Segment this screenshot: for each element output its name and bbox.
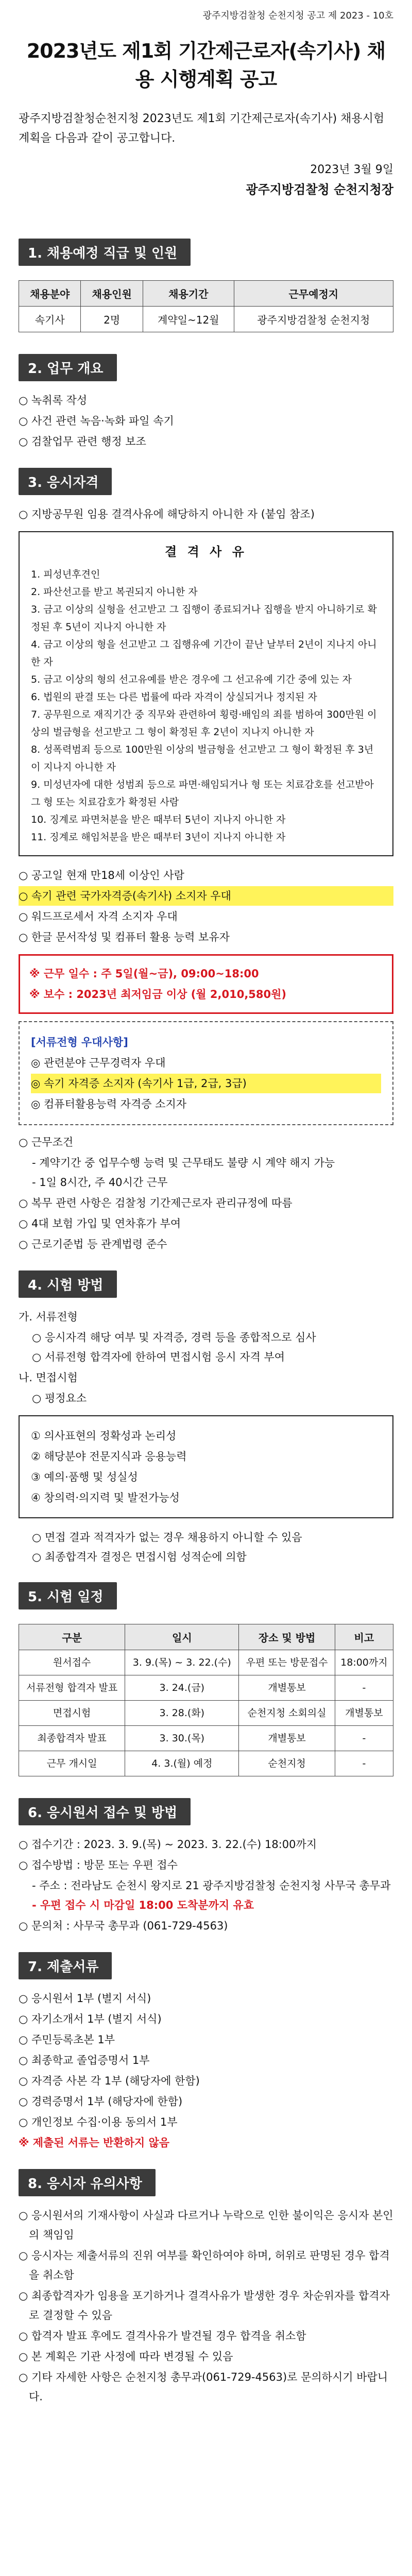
condition-box xyxy=(19,954,393,1014)
preference-line: ◎ 관련분야 근무경력자 우대 xyxy=(31,1057,166,1069)
duty-item: ○ 사건 관련 녹음·녹화 파일 속기 xyxy=(19,415,174,427)
section-heading: 2. 업무 개요 xyxy=(19,354,117,381)
table-cell: 순천지청 소회의실 xyxy=(239,1701,335,1726)
notice-date: 2023년 3월 9일 xyxy=(310,163,393,176)
table-row xyxy=(19,1751,393,1776)
table-header: 비고 xyxy=(335,1624,393,1650)
apply-item: ○ 접수방법 : 방문 또는 우편 접수 xyxy=(19,1859,178,1871)
apply-item: ○ 접수기간 : 2023. 3. 9.(목) ~ 2023. 3. 22.(수) 18:00까지 xyxy=(19,1838,317,1851)
box-line: 1. 피성년후견인 xyxy=(31,569,100,580)
box-line: 6. 법원의 판결 또는 다른 법률에 따라 자격이 상실되거나 정지된 자 xyxy=(31,691,317,703)
section-heading: 8. 응시자 유의사항 xyxy=(19,2169,156,2196)
qualification-item: ○ 워드프로세서 자격 소지자 우대 xyxy=(19,910,178,923)
box-line: 5. 금고 이상의 형의 선고유예를 받은 경우에 그 선고유예 기간 중에 있는 자 xyxy=(31,674,352,685)
evaluation-item: ④ 창의력·의지력 및 발전가능성 xyxy=(31,1492,180,1504)
document-item: ○ 응시원서 1부 (별지 서식) xyxy=(19,1992,151,2005)
table-cell: 면접시험 xyxy=(19,1701,125,1726)
section-heading: 3. 응시자격 xyxy=(19,468,112,495)
caution-item: ○ 기타 자세한 사항은 순천지청 총무과(061-729-4563)로 문의하시기 바랍니다. xyxy=(19,2371,388,2403)
document-item: ○ 주민등록초본 1부 xyxy=(19,2033,115,2046)
condition-item: ○ 복무 관련 사항은 검찰청 기간제근로자 관리규정에 따름 xyxy=(19,1197,293,1209)
exam-line: ○ 최종합격자 결정은 면접시험 성적순에 의함 xyxy=(32,1551,247,1563)
exam-part-title: 가. 서류전형 xyxy=(19,1311,78,1323)
qualification-item: ○ 공고일 현재 만18세 이상인 사람 xyxy=(19,869,184,882)
evaluation-item: ① 의사표현의 정확성과 논리성 xyxy=(31,1430,177,1442)
table-cell: 서류전형 합격자 발표 xyxy=(19,1675,125,1701)
table-cell: 2명 xyxy=(81,307,143,332)
qualification-item: ○ 한글 문서작성 및 컴퓨터 활용 능력 보유자 xyxy=(19,931,230,943)
table-row xyxy=(19,1726,393,1751)
table-cell: 최종합격자 발표 xyxy=(19,1726,125,1751)
exam-line: ○ 평정요소 xyxy=(32,1392,87,1404)
table-row xyxy=(19,1701,393,1726)
disqualification-box xyxy=(19,531,393,856)
condition-sub: - 계약기간 중 업무수행 능력 및 근무태도 불량 시 계약 해지 가능 xyxy=(32,1157,335,1169)
document-item: ○ 자격증 사본 각 1부 (해당자에 한함) xyxy=(19,2075,200,2087)
table-cell: 계약일~12월 xyxy=(143,307,234,332)
table-header: 채용인원 xyxy=(81,281,143,307)
condition-sub: - 1일 8시간, 주 40시간 근무 xyxy=(32,1176,168,1189)
table-header: 장소 및 방법 xyxy=(239,1624,335,1650)
apply-sub: - 주소 : 전라남도 순천시 왕지로 21 광주지방검찰청 순천지청 사무국 총무과 xyxy=(32,1879,391,1892)
table-cell: 18:00까지 xyxy=(335,1650,393,1675)
condition-line: ※ 근무 일수 : 주 5일(월~금), 09:00~18:00 xyxy=(29,968,259,980)
table-cell: 개별통보 xyxy=(239,1726,335,1751)
document-note: ※ 제출된 서류는 반환하지 않음 xyxy=(19,2137,170,2149)
recruitment-table xyxy=(19,280,393,332)
evaluation-item: ② 해당분야 전문지식과 응용능력 xyxy=(31,1450,187,1463)
duty-item: ○ 녹취록 작성 xyxy=(19,394,88,406)
condition-item: ○ 근로기준법 등 관계법령 준수 xyxy=(19,1238,167,1250)
box-line: 4. 금고 이상의 형을 선고받고 그 집행유예 기간이 끝난 날부터 2년이 지나지 아니한 자 xyxy=(31,639,377,668)
table-cell: 근무 개시일 xyxy=(19,1751,125,1776)
caution-item: ○ 합격자 발표 후에도 결격사유가 발견될 경우 합격을 취소함 xyxy=(19,2330,306,2342)
apply-item: ○ 문의처 : 사무국 총무과 (061-729-4563) xyxy=(19,1920,228,1932)
section-heading: 5. 시험 일정 xyxy=(19,1582,117,1609)
table-header: 채용분야 xyxy=(19,281,81,307)
box-line: 9. 미성년자에 대한 성범죄 등으로 파면·해임되거나 형 또는 치료감호를 선고받아 그 형 또는 치료감호가 확정된 사람 xyxy=(31,779,374,808)
table-cell: 원서접수 xyxy=(19,1650,125,1675)
table-row xyxy=(19,1675,393,1701)
caution-item: ○ 최종합격자가 임용을 포기하거나 결격사유가 발생한 경우 차순위자를 합격자로 결정할 수 있음 xyxy=(19,2290,390,2321)
table-cell: 우편 또는 방문접수 xyxy=(239,1650,335,1675)
section-heading: 4. 시험 방법 xyxy=(19,1270,117,1298)
table-cell: 3. 28.(화) xyxy=(125,1701,239,1726)
notice-number: 광주지방검찰청 순천지청 공고 제 2023 - 10호 xyxy=(202,10,393,21)
caution-item: ○ 응시원서의 기재사항이 사실과 다르거나 누락으로 인한 불이익은 응시자 본인의 책임임 xyxy=(19,2209,393,2241)
signer: 광주지방검찰청 순천지청장 xyxy=(246,182,393,197)
table-cell: 3. 24.(금) xyxy=(125,1675,239,1701)
section-heading: 6. 응시원서 접수 및 방법 xyxy=(19,1798,191,1825)
box-title: 결 격 사 유 xyxy=(165,545,247,559)
condition-line: ※ 보수 : 2023년 최저임금 이상 (월 2,010,580원) xyxy=(29,988,287,1001)
apply-sub: - 우편 접수 시 마감일 18:00 도착분까지 유효 xyxy=(32,1899,254,1911)
box-line: 2. 파산선고를 받고 복권되지 아니한 자 xyxy=(31,586,198,598)
box-line: 7. 공무원으로 재직기간 중 직무와 관련하여 횡령·배임의 죄를 범하여 300만원 이상의 벌금형을 선고받고 그 형이 확정된 후 2년이 지나지 아니한 자 xyxy=(31,709,377,738)
box-line: 11. 징계로 해임처분을 받은 때부터 3년이 지나지 아니한 자 xyxy=(31,832,286,843)
section-heading: 1. 채용예정 직급 및 인원 xyxy=(19,239,191,266)
evaluation-item: ③ 예의·품행 및 성실성 xyxy=(31,1471,138,1483)
duty-item: ○ 검찰업무 관련 행정 보조 xyxy=(19,435,146,448)
preference-box xyxy=(19,1021,393,1125)
table-cell: 3. 30.(목) xyxy=(125,1726,239,1751)
intro-text: 광주지방검찰청순천지청 2023년도 제1회 기간제근로자(속기사) 채용시험 계획을 다음과 같이 공고합니다. xyxy=(19,112,385,145)
caution-item: ○ 본 계획은 기관 사정에 따라 변경될 수 있음 xyxy=(19,2350,233,2363)
section-heading: 7. 제출서류 xyxy=(19,1952,112,1979)
table-row xyxy=(19,1650,393,1675)
exam-line: ○ 서류전형 합격자에 한하여 면접시험 응시 자격 부여 xyxy=(32,1351,285,1363)
preference-line: ◎ 컴퓨터활용능력 자격증 소지자 xyxy=(31,1098,187,1110)
exam-line: ○ 응시자격 해당 여부 및 자격증, 경력 등을 종합적으로 심사 xyxy=(32,1331,316,1344)
condition-item: ○ 4대 보험 가입 및 연차휴가 부여 xyxy=(19,1217,181,1230)
table-header: 근무예정지 xyxy=(234,281,393,307)
table-cell: - xyxy=(335,1675,393,1701)
preference-line: ◎ 속기 자격증 소지자 (속기사 1급, 2급, 3급) xyxy=(31,1074,381,1093)
table-cell: 개별통보 xyxy=(239,1675,335,1701)
table-cell: 4. 3.(월) 예정 xyxy=(125,1751,239,1776)
table-cell: - xyxy=(335,1751,393,1776)
caution-item: ○ 응시자는 제출서류의 진위 여부를 확인하여야 하며, 허위로 판명된 경우 합격을 취소함 xyxy=(19,2249,390,2281)
table-cell: 광주지방검찰청 순천지청 xyxy=(234,307,393,332)
box-line: 8. 성폭력범죄 등으로 100만원 이상의 벌금형을 선고받고 그 형이 확정된 후 3년이 지나지 아니한 자 xyxy=(31,744,374,773)
table-cell: 개별통보 xyxy=(335,1701,393,1726)
table-cell: - xyxy=(335,1726,393,1751)
document-item: ○ 경력증명서 1부 (해당자에 한함) xyxy=(19,2095,183,2108)
box-line: 10. 징계로 파면처분을 받은 때부터 5년이 지나지 아니한 자 xyxy=(31,814,286,825)
table-cell: 3. 9.(목) ~ 3. 22.(수) xyxy=(125,1650,239,1675)
box-line: 3. 금고 이상의 실형을 선고받고 그 집행이 종료되거나 집행을 받지 아니하기로 확정된 후 5년이 지나지 아니한 자 xyxy=(31,604,377,633)
document-item: ○ 최종학교 졸업증명서 1부 xyxy=(19,2054,150,2066)
table-cell: 순천지청 xyxy=(239,1751,335,1776)
exam-part-title: 나. 면접시험 xyxy=(19,1371,78,1384)
exam-line: ○ 면접 결과 적격자가 없는 경우 채용하지 아니할 수 있음 xyxy=(32,1531,302,1544)
table-header: 채용기간 xyxy=(143,281,234,307)
condition-item: ○ 근무조건 xyxy=(19,1136,74,1148)
schedule-table xyxy=(19,1624,393,1776)
preference-title: [서류전형 우대사항] xyxy=(31,1036,128,1048)
qualification-item: ○ 속기 관련 국가자격증(속기사) 소지자 우대 xyxy=(19,886,393,906)
table-header: 일시 xyxy=(125,1624,239,1650)
qualification-lead: ○ 지방공무원 임용 결격사유에 해당하지 아니한 자 (붙임 참조) xyxy=(19,508,315,520)
document-item: ○ 개인정보 수집·이용 동의서 1부 xyxy=(19,2116,178,2128)
page-title: 2023년도 제1회 기간제근로자(속기사) 채용 시행계획 공고 xyxy=(26,40,386,91)
evaluation-box xyxy=(19,1415,393,1518)
table-cell: 속기사 xyxy=(19,307,81,332)
document-item: ○ 자기소개서 1부 (별지 서식) xyxy=(19,2013,162,2025)
table-header: 구분 xyxy=(19,1624,125,1650)
